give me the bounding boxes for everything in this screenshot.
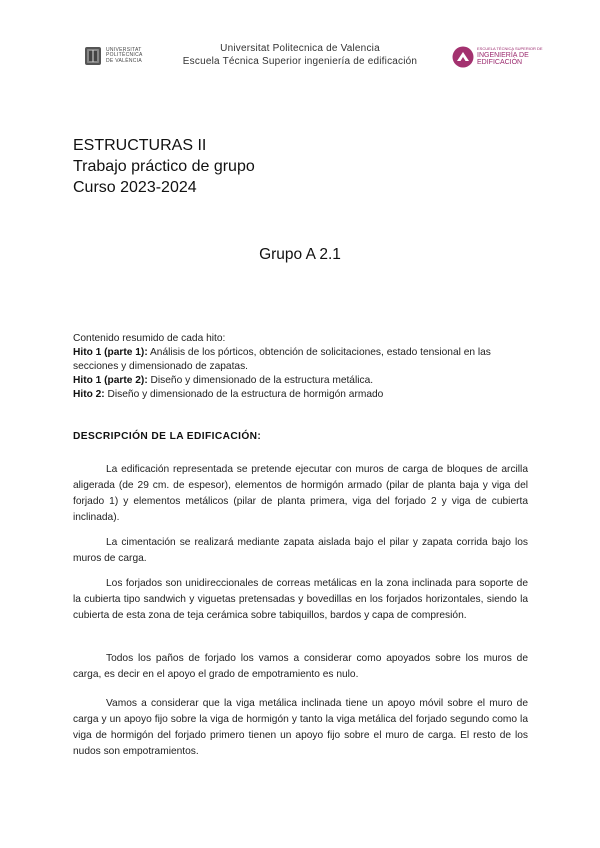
school-name: Escuela Técnica Superior ingeniería de edificación [182,56,418,67]
section-heading: DESCRIPCIÓN DE LA EDIFICACIÓN: [73,431,262,442]
milestone-text: Análisis de los pórticos, obtención de solicitaciones, estado tensional en las secciones y dimensionado de zapatas. [73,347,491,372]
upv-logo-line-3: DE VALÈNCIA [106,57,142,64]
work-title: Trabajo práctico de grupo [73,158,255,175]
edificacion-logo-line-2: INGENIERÍA DE [477,51,529,59]
course-year: Curso 2023-2024 [73,179,197,196]
milestone-text: Diseño y dimensionado de la estructura metálica. [147,375,374,386]
body-paragraph: Los forjados son unidireccionales de correas metálicas en la zona inclinada para soporte de la cubierta tipo sandwich y viguetas pretensadas y bovedillas en los forjados horizontales, siendo la cubierta de esta zona de teja cerámica sobre tabiquillos, bardos y capa de compresión. [73,578,528,621]
document-titles [73,135,255,198]
edificacion-logo-line-1: ESCUELA TÉCNICA SUPERIOR DE [477,46,543,52]
upv-logo-line-1: UNIVERSITAT [106,46,142,53]
milestone-label: Hito 1 (parte 2): [73,375,148,386]
course-title: ESTRUCTURAS II [73,137,207,154]
edificacion-emblem-icon [452,46,474,68]
edificacion-logo-line-3: EDIFICACIÓN [477,59,523,67]
body-paragraph: Vamos a considerar que la viga metálica inclinada tiene un apoyo móvil sobre el muro de carga y un apoyo fijo sobre la viga de hormigón y tanto la viga metálica del forjado segundo como la viga de hormigón del forjado primero tienen un apoyo fijo sobre el muro de carga. El resto de los nudos son empotramientos. [73,698,528,757]
group-heading: Grupo A 2.1 [259,246,341,263]
milestone-item [73,374,528,388]
milestones-summary [73,332,528,402]
milestone-item [73,346,528,374]
milestone-label: Hito 1 (parte 1): [73,347,148,358]
body-paragraph: Todos los paños de forjado los vamos a considerar como apoyados sobre los muros de carga, es decir en el apoyo el grado de empotramiento es nulo. [73,653,528,680]
body-paragraph: La edificación representada se pretende ejecutar con muros de carga de bloques de arcilla aligerada (de 29 cm. de espesor), elementos de hormigón armado (pilar de planta baja y viga del forjado 1) y elementos metálicos (pilar de planta primera, viga del forjado 2 y viga de cubierta inclinada). [73,464,528,523]
university-name: Universitat Politecnica de Valencia [220,43,380,54]
body-paragraph: La cimentación se realizará mediante zapata aislada bajo el pilar y zapata corrida bajo los muros de carga. [73,537,528,564]
milestone-text: Diseño y dimensionado de la estructura de hormigón armado [104,389,384,400]
edificacion-logo [452,46,543,68]
milestones-intro: Contenido resumido de cada hito: [73,333,226,344]
upv-logo-line-2: POLITÈCNICA [106,52,143,59]
milestone-item [73,388,528,402]
milestone-label: Hito 2: [73,389,105,400]
